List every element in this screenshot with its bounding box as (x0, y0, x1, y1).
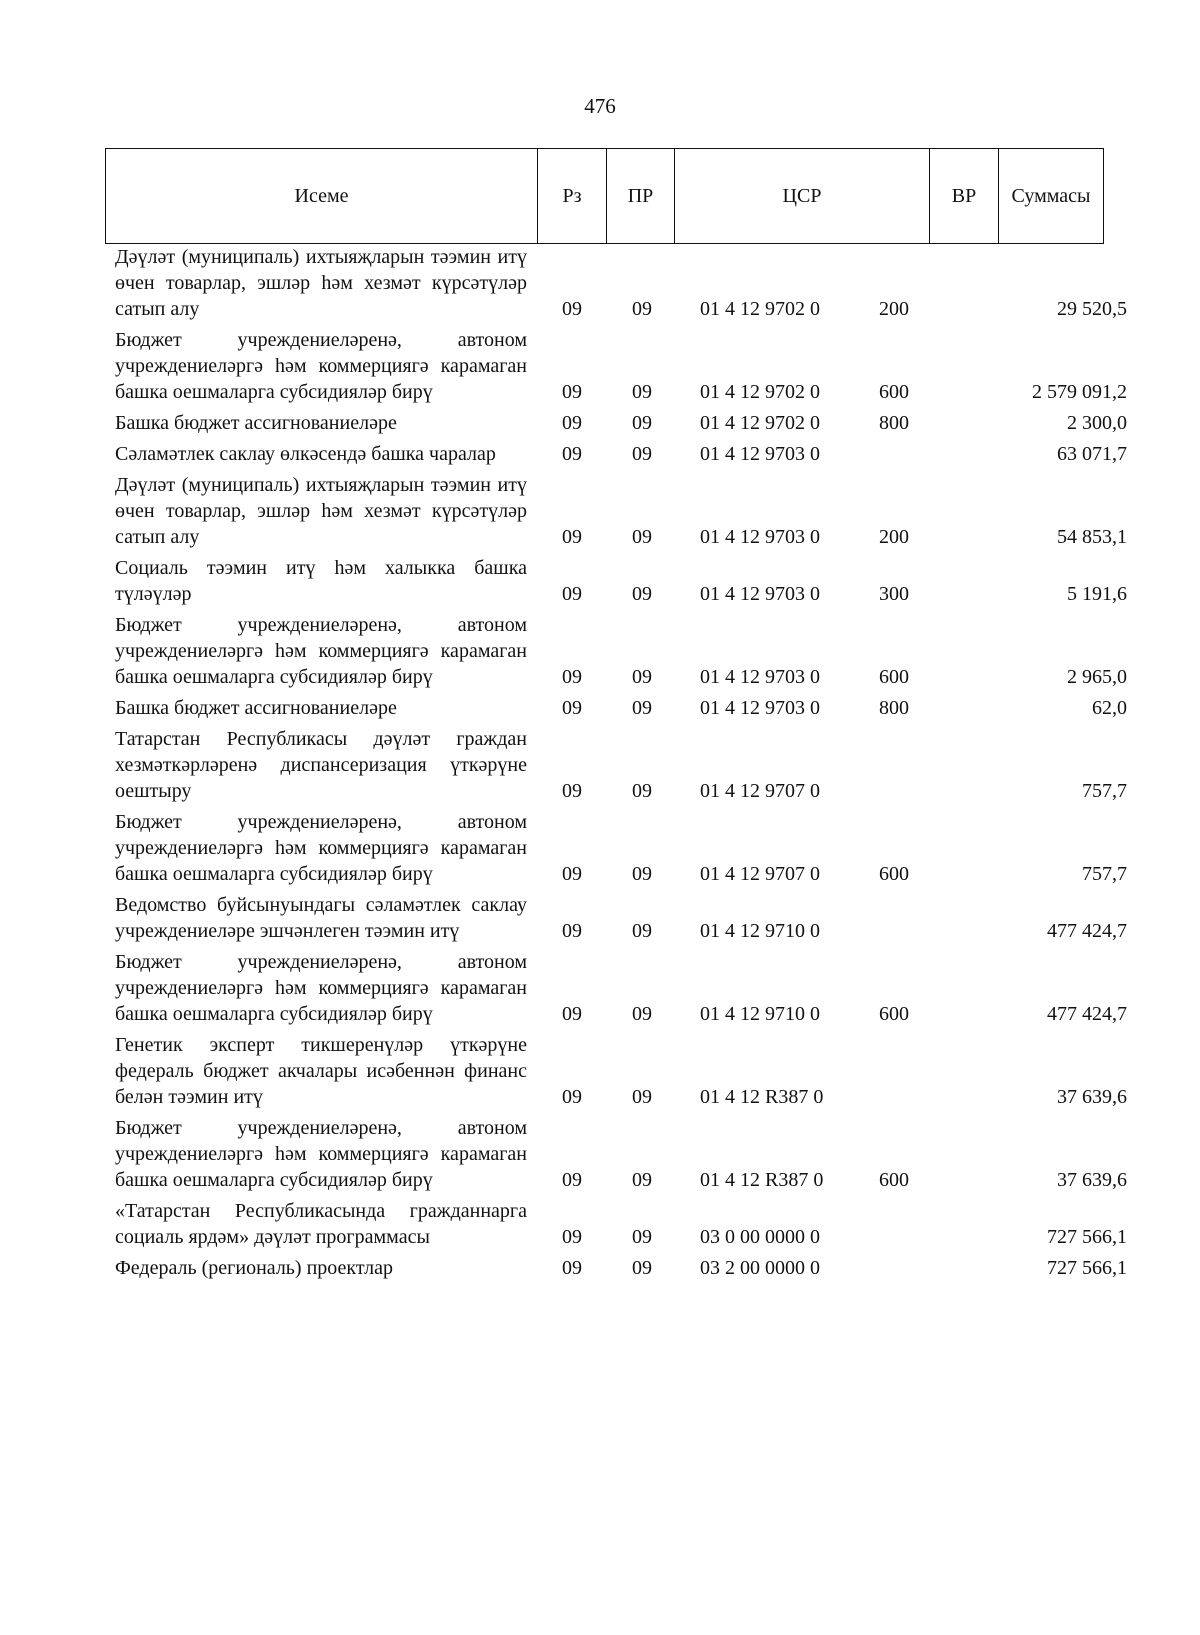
table-row (0, 244, 1200, 322)
cell-vr: 600 (879, 863, 909, 885)
cell-vr: 200 (879, 526, 909, 548)
cell-sum: 757,7 (1082, 780, 1127, 802)
page-number: 476 (584, 94, 616, 118)
table-header (105, 148, 1104, 244)
table-row (0, 1198, 1200, 1250)
cell-sum: 37 639,6 (1057, 1169, 1127, 1191)
cell-csr: 03 0 00 0000 0 (700, 1226, 820, 1248)
cell-vr: 800 (879, 412, 909, 434)
cell-pr: 09 (632, 780, 652, 802)
cell-vr: 600 (879, 381, 909, 403)
cell-sum: 757,7 (1082, 863, 1127, 885)
cell-name: Башка бюджет ассигнованиеләре (115, 412, 397, 434)
table-row (0, 1255, 1200, 1281)
cell-pr: 09 (632, 583, 652, 605)
cell-csr: 01 4 12 9702 0 (700, 298, 820, 320)
cell-rz: 09 (562, 443, 582, 465)
cell-sum: 727 566,1 (1047, 1257, 1127, 1279)
table-body (0, 244, 1200, 1286)
cell-pr: 09 (632, 412, 652, 434)
cell-rz: 09 (562, 1226, 582, 1248)
cell-pr: 09 (632, 1003, 652, 1025)
cell-sum: 63 071,7 (1057, 443, 1127, 465)
cell-csr: 01 4 12 9703 0 (700, 697, 820, 719)
cell-vr: 200 (879, 298, 909, 320)
cell-sum: 2 300,0 (1067, 412, 1127, 434)
cell-name: «Татарстан Республикасында гражданнарга социаль ярдәм» дәүләт программасы (115, 1200, 527, 1248)
cell-name: Бюджет учреждениеләренә, автоном учреждениеләргә һәм коммерциягә карамаган башка оешмаларга субсидияләр бирү (115, 329, 527, 403)
cell-csr: 01 4 12 R387 0 (700, 1086, 824, 1108)
cell-csr: 01 4 12 9710 0 (700, 920, 820, 942)
cell-pr: 09 (632, 863, 652, 885)
cell-rz: 09 (562, 1257, 582, 1279)
cell-rz: 09 (562, 780, 582, 802)
cell-sum: 477 424,7 (1047, 920, 1127, 942)
cell-vr: 600 (879, 1169, 909, 1191)
table-row (0, 327, 1200, 405)
cell-csr: 01 4 12 R387 0 (700, 1169, 824, 1191)
cell-pr: 09 (632, 1169, 652, 1191)
cell-rz: 09 (562, 697, 582, 719)
table-row (0, 441, 1200, 467)
cell-csr: 01 4 12 9707 0 (700, 780, 820, 802)
cell-name: Социаль тәэмин итү һәм халыкка башка түләүләр (115, 557, 527, 605)
table-row (0, 472, 1200, 550)
table-row (0, 726, 1200, 804)
cell-csr: 01 4 12 9703 0 (700, 666, 820, 688)
cell-rz: 09 (562, 412, 582, 434)
table-row (0, 1032, 1200, 1110)
cell-vr: 300 (879, 583, 909, 605)
cell-pr: 09 (632, 697, 652, 719)
cell-name: Дәүләт (муниципаль) ихтыяҗларын тәэмин итү өчен товарлар, эшләр һәм хезмәт күрсәтүләр сатып алу (115, 246, 527, 320)
column-header-name: Исеме (106, 149, 538, 243)
cell-pr: 09 (632, 298, 652, 320)
cell-pr: 09 (632, 920, 652, 942)
table-row (0, 892, 1200, 944)
table-row (0, 555, 1200, 607)
cell-sum: 37 639,6 (1057, 1086, 1127, 1108)
cell-pr: 09 (632, 1226, 652, 1248)
cell-csr: 01 4 12 9702 0 (700, 381, 820, 403)
cell-pr: 09 (632, 381, 652, 403)
cell-pr: 09 (632, 1086, 652, 1108)
cell-name: Дәүләт (муниципаль) ихтыяҗларын тәэмин итү өчен товарлар, эшләр һәм хезмәт күрсәтүләр сатып алу (115, 474, 527, 548)
cell-name: Федераль (региональ) проектлар (115, 1257, 393, 1279)
cell-sum: 727 566,1 (1047, 1226, 1127, 1248)
cell-vr: 800 (879, 697, 909, 719)
cell-sum: 477 424,7 (1047, 1003, 1127, 1025)
table-row (0, 695, 1200, 721)
cell-name: Татарстан Республикасы дәүләт граждан хезмәткәрләренә диспансеризация үткәрүне оештыру (115, 728, 527, 802)
cell-rz: 09 (562, 1086, 582, 1108)
cell-sum: 54 853,1 (1057, 526, 1127, 548)
cell-pr: 09 (632, 443, 652, 465)
cell-csr: 01 4 12 9710 0 (700, 1003, 820, 1025)
cell-rz: 09 (562, 1169, 582, 1191)
cell-csr: 01 4 12 9703 0 (700, 443, 820, 465)
cell-sum: 29 520,5 (1057, 298, 1127, 320)
cell-csr: 01 4 12 9707 0 (700, 863, 820, 885)
column-header-pr: ПР (607, 149, 675, 243)
cell-sum: 5 191,6 (1067, 583, 1127, 605)
cell-rz: 09 (562, 526, 582, 548)
cell-name: Бюджет учреждениеләренә, автоном учреждениеләргә һәм коммерциягә карамаган башка оешмаларга субсидияләр бирү (115, 951, 527, 1025)
table-row (0, 612, 1200, 690)
cell-rz: 09 (562, 920, 582, 942)
cell-csr: 03 2 00 0000 0 (700, 1257, 820, 1279)
cell-rz: 09 (562, 1003, 582, 1025)
cell-csr: 01 4 12 9702 0 (700, 412, 820, 434)
cell-name: Сәламәтлек саклау өлкәсендә башка чаралар (115, 443, 496, 465)
table-row (0, 949, 1200, 1027)
cell-vr: 600 (879, 1003, 909, 1025)
cell-name: Бюджет учреждениеләренә, автоном учреждениеләргә һәм коммерциягә карамаган башка оешмаларга субсидияләр бирү (115, 614, 527, 688)
cell-pr: 09 (632, 666, 652, 688)
cell-rz: 09 (562, 381, 582, 403)
column-header-csr: ЦСР (675, 149, 930, 243)
cell-rz: 09 (562, 863, 582, 885)
cell-name: Башка бюджет ассигнованиеләре (115, 697, 397, 719)
cell-name: Ведомство буйсынуындагы сәламәтлек саклау учреждениеләре эшчәнлеген тәэмин итү (115, 894, 527, 942)
cell-name: Бюджет учреждениеләренә, автоном учреждениеләргә һәм коммерциягә карамаган башка оешмаларга субсидияләр бирү (115, 1117, 527, 1191)
column-header-sum: Суммасы (1011, 184, 1091, 207)
cell-sum: 2 579 091,2 (1032, 381, 1127, 403)
table-row (0, 809, 1200, 887)
cell-name: Бюджет учреждениеләренә, автоном учреждениеләргә һәм коммерциягә карамаган башка оешмаларга субсидияләр бирү (115, 811, 527, 885)
cell-sum: 2 965,0 (1067, 666, 1127, 688)
cell-sum: 62,0 (1092, 697, 1127, 719)
cell-vr: 600 (879, 666, 909, 688)
table-row (0, 1115, 1200, 1193)
table-row (0, 410, 1200, 436)
cell-csr: 01 4 12 9703 0 (700, 526, 820, 548)
cell-pr: 09 (632, 1257, 652, 1279)
cell-name: Генетик эксперт тикшеренүләр үткәрүне федераль бюджет акчалары исәбеннән финанс белән тәэмин итү (115, 1034, 527, 1108)
cell-rz: 09 (562, 583, 582, 605)
cell-rz: 09 (562, 298, 582, 320)
column-header-vr: ВР (930, 149, 999, 243)
cell-csr: 01 4 12 9703 0 (700, 583, 820, 605)
cell-pr: 09 (632, 526, 652, 548)
column-header-rz: Рз (538, 149, 607, 243)
cell-rz: 09 (562, 666, 582, 688)
